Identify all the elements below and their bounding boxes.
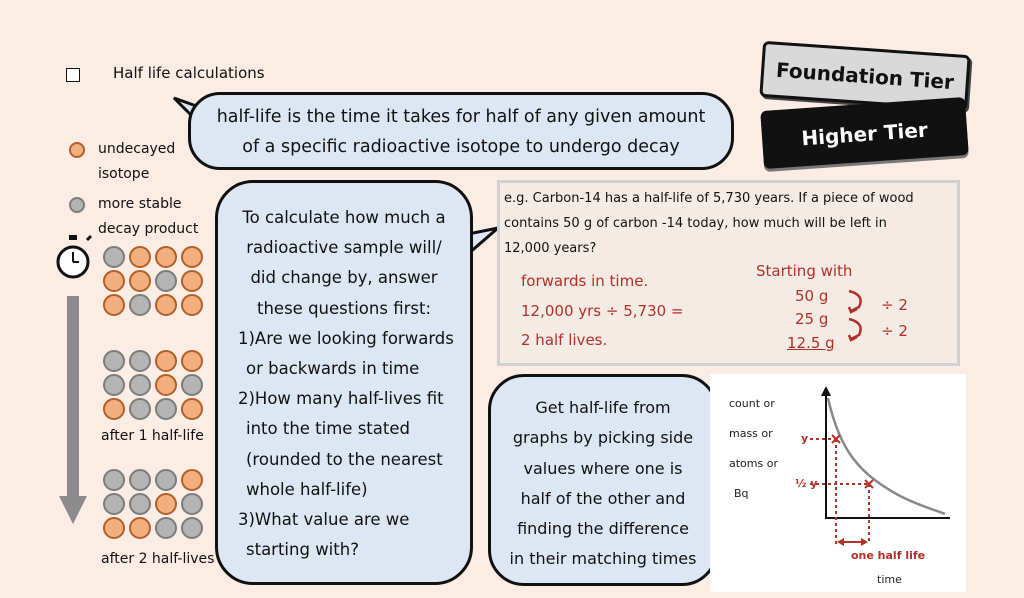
graph-y-mark: y	[801, 432, 809, 445]
page-title: Half life calculations	[113, 64, 265, 82]
calc-step-line: starting with?	[246, 540, 359, 560]
handwritten-result: 2 half lives.	[521, 331, 608, 349]
handwritten-divide-op: ÷ 2	[881, 322, 908, 340]
undecayed-atom-icon	[181, 294, 203, 316]
stable-atom-icon	[129, 294, 151, 316]
undecayed-atom-icon	[155, 374, 177, 396]
legend-stable-label	[98, 192, 198, 242]
legend-line: undecayed	[98, 141, 176, 157]
calc-step-line: into the time stated	[246, 419, 410, 439]
graph-y-label: mass or	[729, 427, 773, 440]
undecayed-atom-icon	[103, 294, 125, 316]
graph-half-y-mark: ½ y	[795, 477, 818, 490]
definition-line: of a specific radioactive isotope to undergo decay	[242, 137, 680, 157]
calc-step-line: or backwards in time	[246, 359, 420, 379]
stable-atom-icon	[103, 246, 125, 268]
graph-tip-line: values where one is	[523, 458, 683, 478]
calc-step-line: 2)How many half-lives fit	[238, 389, 444, 409]
graph-tip-line: in their matching times	[509, 549, 697, 569]
calculation-steps-bubble	[215, 180, 473, 585]
graph-tip-line: half of the other and	[520, 488, 686, 508]
stable-atom-icon	[181, 493, 203, 515]
graph-y-label: Bq	[734, 487, 749, 500]
checkbox[interactable]	[66, 68, 80, 82]
definition-bubble	[188, 92, 734, 170]
definition-line: half-life is the time it takes for half of any given amount	[216, 107, 706, 127]
atom-grid-after-1	[103, 350, 207, 422]
stable-atom-icon	[155, 469, 177, 491]
stable-atom-icon	[155, 517, 177, 539]
caption-after-1: after 1 half-life	[101, 428, 204, 444]
handwritten-starting-title: Starting with	[756, 262, 853, 280]
handwritten-value: 25 g	[795, 310, 829, 328]
stable-atom-icon	[103, 350, 125, 372]
stable-atom-icon	[129, 374, 151, 396]
stable-atom-icon	[155, 398, 177, 420]
graph-half-life-label: one half life	[851, 549, 926, 562]
undecayed-atom-icon	[129, 270, 151, 292]
stable-atom-icon	[181, 517, 203, 539]
calc-intro-line: these questions first:	[257, 298, 431, 318]
undecayed-atom-icon	[155, 493, 177, 515]
undecayed-atom-icon	[129, 517, 151, 539]
calc-step-line: 1)Are we looking forwards	[238, 328, 454, 348]
calc-step-line: whole half-life)	[246, 479, 368, 499]
undecayed-atom-icon	[129, 246, 151, 268]
legend-line: more stable	[98, 196, 182, 212]
undecayed-atom-icon	[181, 398, 203, 420]
undecayed-atom-icon	[181, 246, 203, 268]
stable-atom-icon	[129, 350, 151, 372]
undecayed-atom-icon	[181, 469, 203, 491]
stable-atom-icon	[103, 374, 125, 396]
stopwatch-icon	[58, 235, 91, 277]
example-question	[504, 186, 954, 261]
graph-tip-line: finding the difference	[517, 519, 689, 539]
example-line: contains 50 g of carbon -14 today, how much will be left in	[504, 216, 887, 231]
stable-atom-icon	[155, 270, 177, 292]
stable-atom-icon	[129, 398, 151, 420]
undecayed-atom-icon	[103, 398, 125, 420]
calc-intro-line: did change by, answer	[250, 268, 438, 288]
graph-x-label: time	[877, 573, 902, 586]
graph-tip-bubble	[488, 374, 718, 586]
stable-atom-icon	[129, 493, 151, 515]
graph-y-label: atoms or	[729, 457, 778, 470]
handwritten-direction: forwards in time.	[521, 272, 649, 290]
caption-after-2: after 2 half-lives	[101, 551, 215, 567]
stable-atom-icon	[181, 374, 203, 396]
handwritten-value: 50 g	[795, 287, 829, 305]
example-line: 12,000 years?	[504, 241, 597, 256]
calc-intro-line: radioactive sample will/	[246, 238, 442, 258]
halving-arrows-icon	[843, 285, 883, 355]
undecayed-atom-icon	[155, 350, 177, 372]
timeline	[56, 232, 104, 532]
higher-tier-badge[interactable]: Higher Tier	[760, 97, 969, 169]
graph-y-label: count or	[729, 397, 775, 410]
calc-step-line: (rounded to the nearest	[246, 449, 443, 469]
undecayed-atom-icon	[181, 350, 203, 372]
undecayed-atom-icon	[155, 246, 177, 268]
handwritten-division: 12,000 yrs ÷ 5,730 =	[521, 302, 684, 320]
stable-atom-icon	[129, 469, 151, 491]
handwritten-divide-op: ÷ 2	[881, 296, 908, 314]
undecayed-atom-icon	[103, 270, 125, 292]
legend-undecayed-label	[98, 137, 175, 187]
example-line: e.g. Carbon-14 has a half-life of 5,730 years. If a piece of wood	[504, 191, 914, 206]
graph-tip-line: graphs by picking side	[512, 428, 694, 448]
stable-atom-icon	[103, 469, 125, 491]
stable-atom-icon	[103, 493, 125, 515]
graph-tip-line: Get half-life from	[535, 398, 671, 417]
legend-line: isotope	[98, 166, 150, 182]
time-arrow-icon	[59, 296, 87, 524]
undecayed-atom-icon	[103, 517, 125, 539]
undecayed-atom-icon	[181, 270, 203, 292]
atom-grid-start	[103, 246, 207, 318]
foundation-tier-badge[interactable]: Foundation Tier	[759, 41, 970, 111]
calc-intro-line: To calculate how much a	[242, 208, 446, 227]
undecayed-atom-icon	[155, 294, 177, 316]
undecayed-isotope-icon	[69, 142, 85, 158]
stable-product-icon	[69, 197, 85, 213]
legend-line: decay product	[98, 221, 199, 237]
atom-grid-after-2	[103, 469, 207, 541]
calc-step-line: 3)What value are we	[238, 510, 410, 530]
handwritten-final-value: 12.5 g	[787, 334, 835, 352]
